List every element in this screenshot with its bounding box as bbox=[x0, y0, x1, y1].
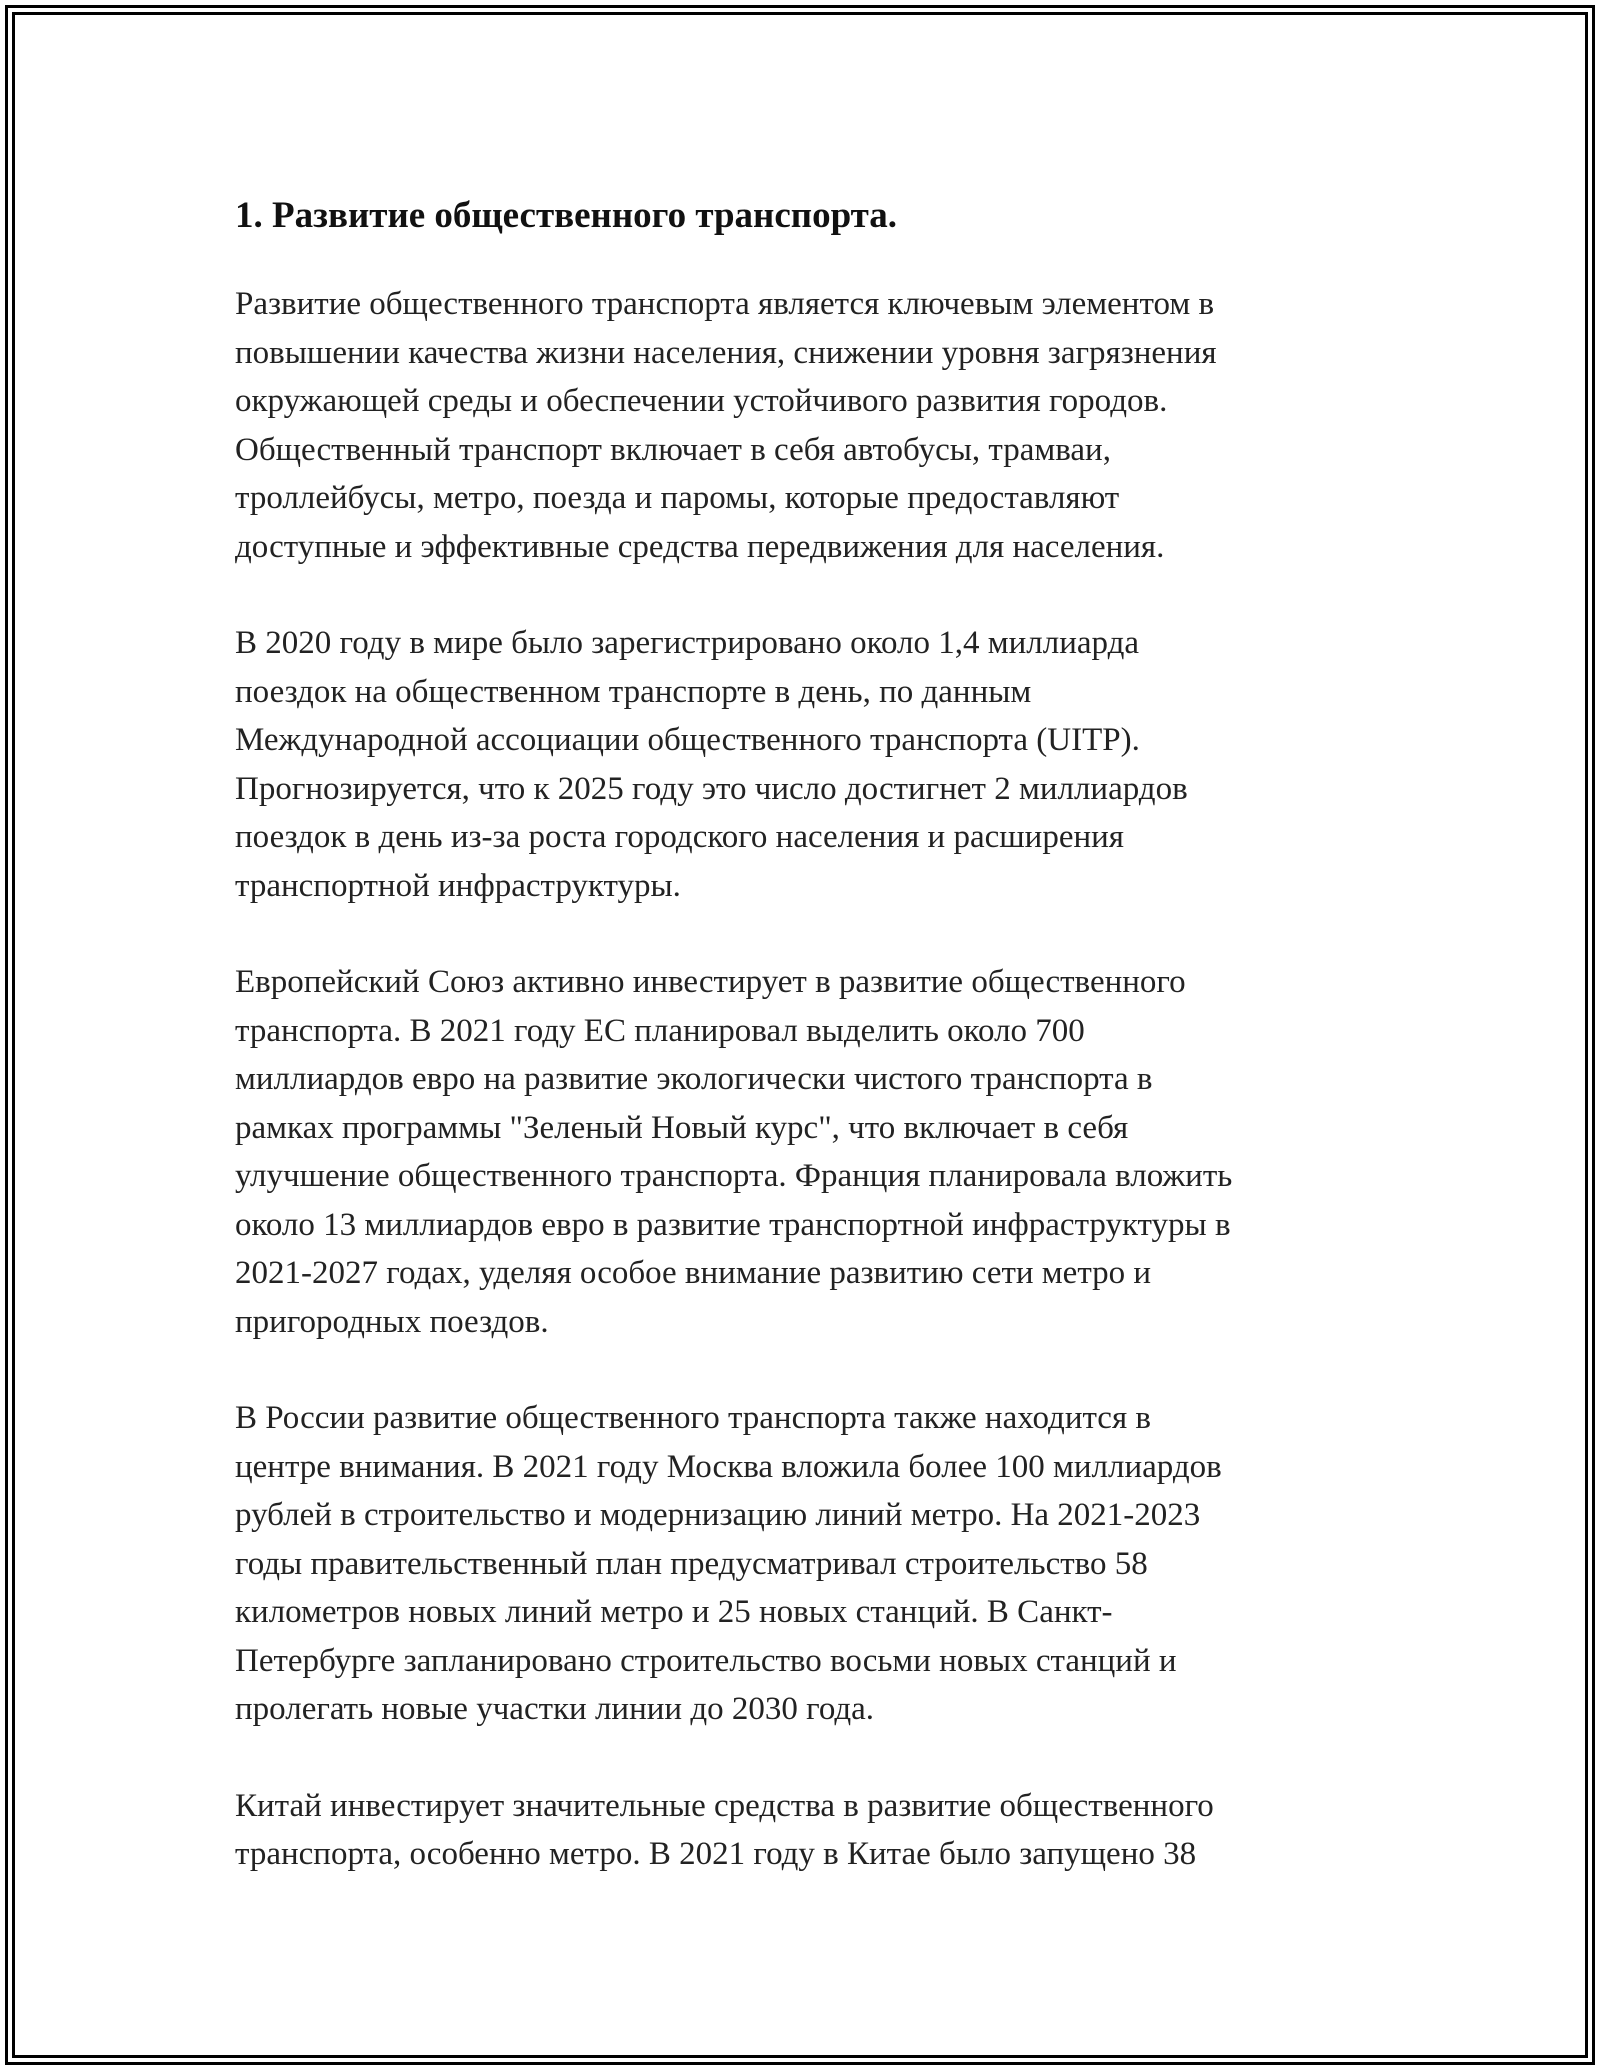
text-line: пригородных поездов. bbox=[235, 1303, 549, 1340]
section-heading: 1. Развитие общественного транспорта. bbox=[235, 195, 898, 236]
text-line: Европейский Союз активно инвестирует в развитие общественного bbox=[235, 964, 1186, 1000]
text-line: поездок в день из-за роста городского населения и расширения bbox=[235, 819, 1124, 855]
text-line: годы правительственный план предусматривал строительство 58 bbox=[235, 1545, 1148, 1582]
text-line: рамках программы "Зеленый Новый курс", что включает в себя bbox=[235, 1109, 1129, 1146]
text-line: повышении качества жизни населения, снижении уровня загрязнения bbox=[235, 334, 1217, 371]
text-line: центре внимания. В 2021 году Москва вложила более 100 миллиардов bbox=[235, 1448, 1222, 1485]
paragraph-list bbox=[235, 280, 1375, 1879]
text-line: Развитие общественного транспорта является ключевым элементом в bbox=[235, 286, 1215, 322]
text-line: транспорта, особенно метро. В 2021 году в Китае было запущено 38 bbox=[235, 1836, 1197, 1872]
text-line: Китай инвестирует значительные средства в развитие общественного bbox=[235, 1787, 1214, 1824]
document-body bbox=[235, 180, 1375, 1927]
text-line: В 2020 году в мире было зарегистрировано около 1,4 миллиарда bbox=[235, 625, 1140, 661]
text-line: транспорта. В 2021 году ЕС планировал выделить около 700 bbox=[235, 1012, 1085, 1049]
text-line: улучшение общественного транспорта. Франция планировала вложить bbox=[235, 1158, 1233, 1194]
text-line: Международной ассоциации общественного транспорта (UITP). bbox=[235, 722, 1140, 758]
text-line: 2021-2027 годах, уделяя особое внимание развитию сети метро и bbox=[235, 1255, 1152, 1291]
text-line: Петербурге запланировано строительство восьми новых станций и bbox=[235, 1642, 1177, 1679]
text-line: Общественный транспорт включает в себя автобусы, трамваи, bbox=[235, 431, 1111, 468]
text-line: миллиардов евро на развитие экологически чистого транспорта в bbox=[235, 1061, 1153, 1097]
paragraph bbox=[235, 1782, 1375, 1879]
paragraph bbox=[235, 1394, 1375, 1734]
paragraph bbox=[235, 280, 1375, 571]
text-line: Прогнозируется, что к 2025 году это число достигнет 2 миллиардов bbox=[235, 770, 1188, 807]
text-line: В России развитие общественного транспорта также находится в bbox=[235, 1400, 1151, 1436]
text-line: пролегать новые участки линии до 2030 года. bbox=[235, 1691, 875, 1727]
paragraph bbox=[235, 958, 1375, 1346]
text-line: поездок на общественном транспорте в день, по данным bbox=[235, 673, 1032, 710]
text-line: километров новых линий метро и 25 новых станций. В Санкт- bbox=[235, 1594, 1113, 1630]
paragraph bbox=[235, 619, 1375, 910]
text-line: около 13 миллиардов евро в развитие транспортной инфраструктуры в bbox=[235, 1206, 1231, 1243]
text-line: рублей в строительство и модернизацию линий метро. На 2021-2023 bbox=[235, 1497, 1201, 1533]
text-line: транспортной инфраструктуры. bbox=[235, 867, 681, 904]
text-line: троллейбусы, метро, поезда и паромы, которые предоставляют bbox=[235, 480, 1120, 516]
text-line: доступные и эффективные средства передвижения для населения. bbox=[235, 528, 1165, 565]
text-line: окружающей среды и обеспечении устойчивого развития городов. bbox=[235, 383, 1168, 419]
